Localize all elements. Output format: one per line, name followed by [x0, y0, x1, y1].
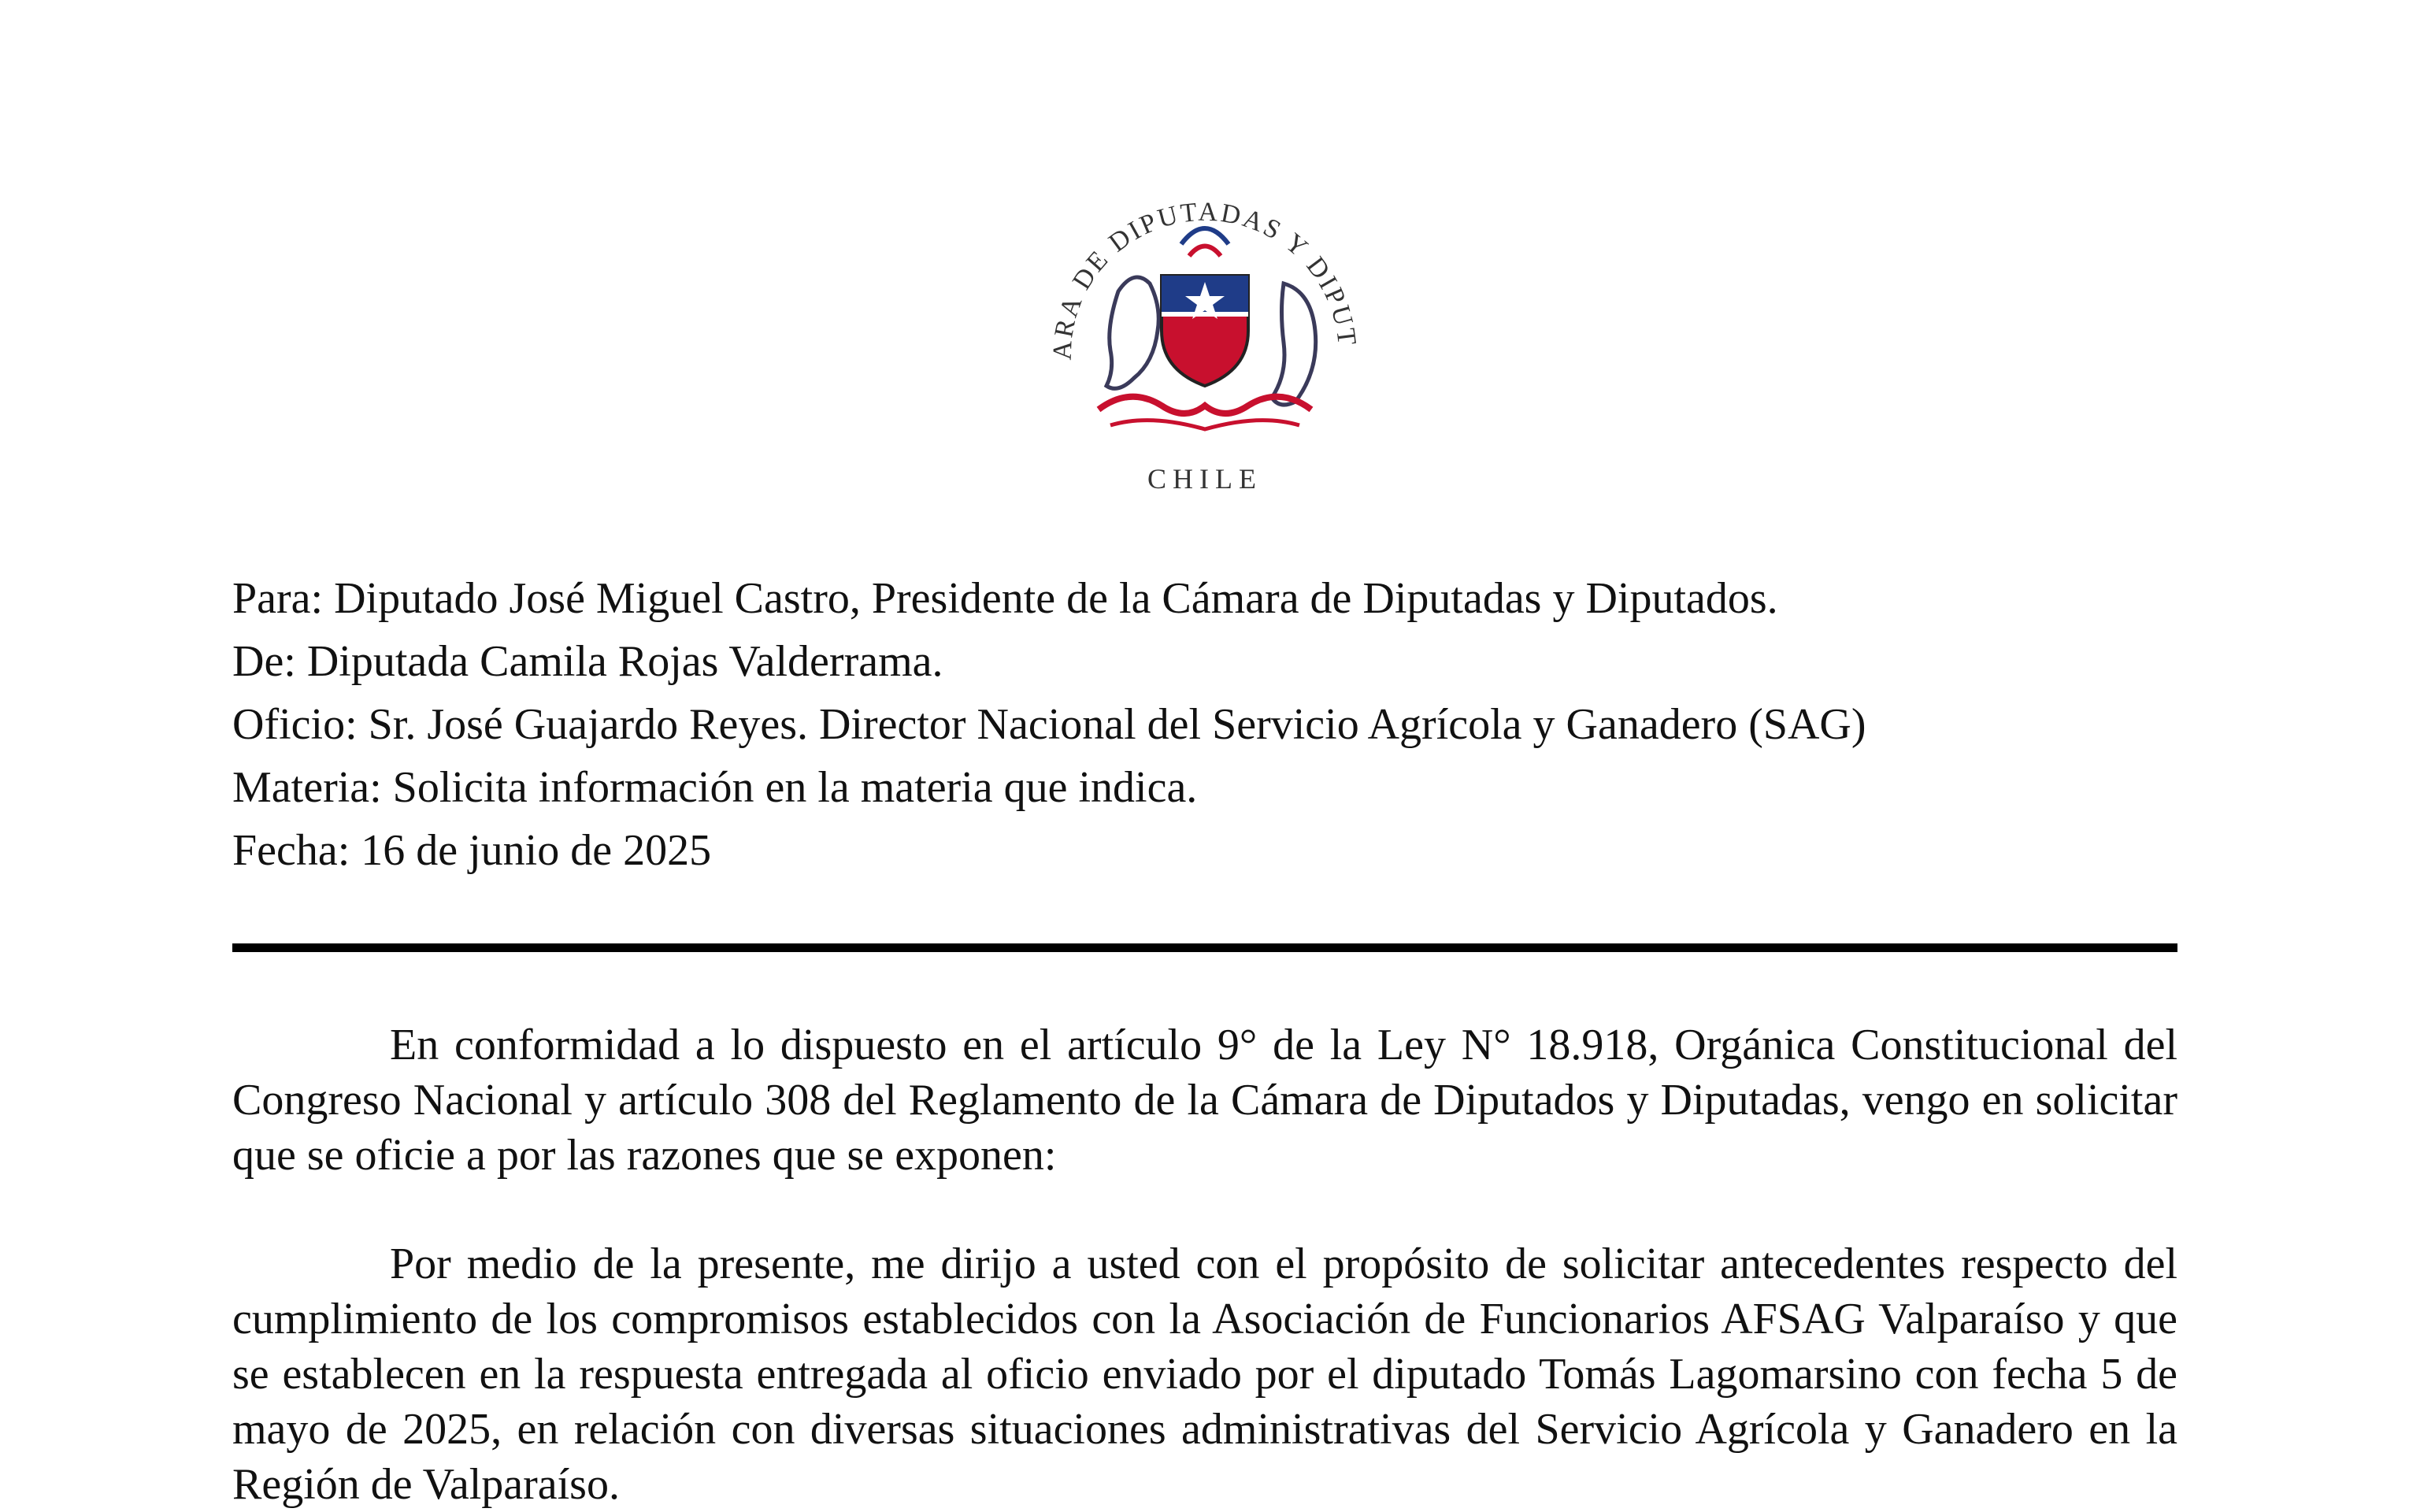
chamber-seal	[1024, 158, 1386, 504]
header-date: Fecha: 16 de junio de 2025	[232, 826, 712, 875]
header-oficio: Oficio: Sr. José Guajardo Reyes. Director Nacional del Servicio Agrícola y Ganadero (SAG)	[232, 700, 1866, 749]
seal-bottom-text: CHILE	[1147, 463, 1262, 495]
seal-top-text: ARA DE DIPUTADAS Y DIPUT	[1047, 197, 1362, 361]
body-paragraph-1	[232, 1017, 2177, 1183]
memo-header	[232, 567, 2185, 882]
divider	[232, 943, 2177, 952]
coat-of-arms-icon	[1024, 158, 1386, 504]
paragraph-2-text: Por medio de la presente, me dirijo a usted con el propósito de solicitar antecedentes respecto del cumplimiento de los compromisos establecidos con la Asociación de Funcionarios AFSAG Valparaíso y que se establecen en la respuesta entregada al oficio enviado por el diputado Tomás Lagomarsino con fecha 5 de mayo de 2025, en relación con diversas situaciones administrativas del Servicio Agrícola y Ganadero en la Región de Valparaíso.	[232, 1240, 2177, 1509]
body-paragraph-2	[232, 1236, 2177, 1512]
header-to: Para: Diputado José Miguel Castro, Presidente de la Cámara de Diputadas y Diputados.	[232, 574, 1778, 623]
header-subject: Materia: Solicita información en la materia que indica.	[232, 763, 1198, 812]
paragraph-1-text: En conformidad a lo dispuesto en el artículo 9° de la Ley N° 18.918, Orgánica Constitucional del Congreso Nacional y artículo 308 del Reglamento de la Cámara de Diputados y Diputadas, vengo en solicitar que se oficie a por las razones que se exponen:	[232, 1021, 2177, 1180]
header-from: De: Diputada Camila Rojas Valderrama.	[232, 637, 943, 686]
